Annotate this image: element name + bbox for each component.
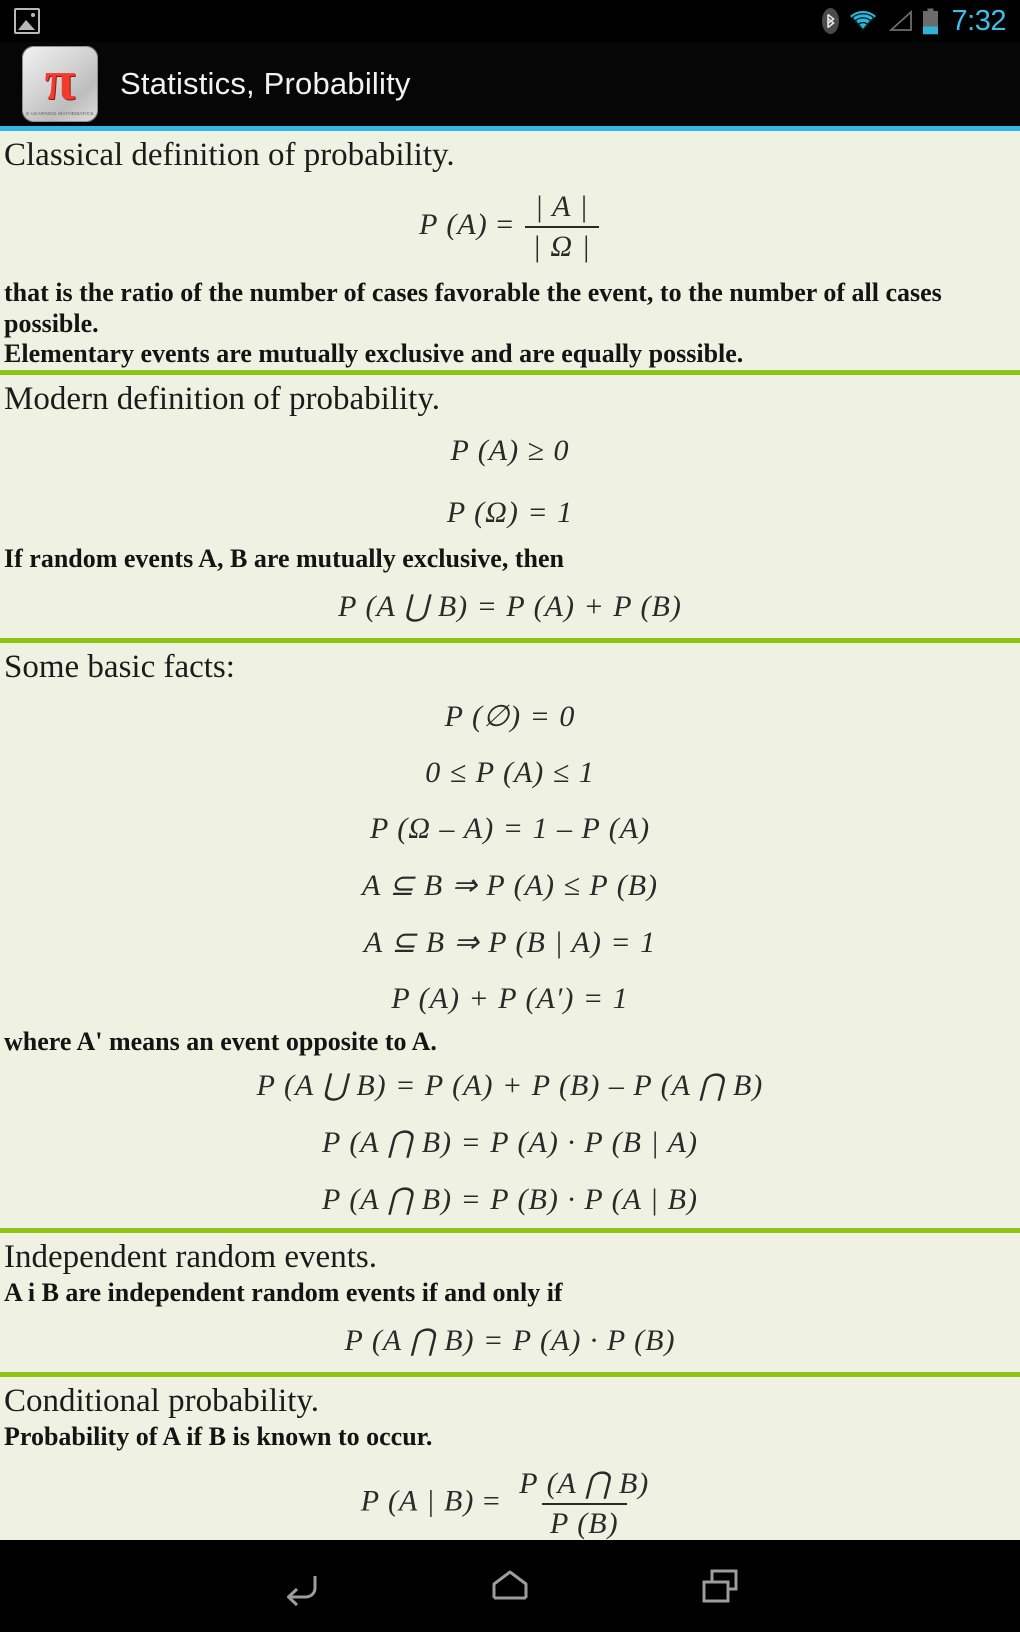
section-title: Modern definition of probability. (4, 380, 440, 417)
paragraph: that is the ratio of the number of cases favorable the event, to the number of all cases possible. (4, 277, 942, 338)
back-arrow-icon (278, 1566, 322, 1606)
section-independent-events (0, 1233, 1020, 1372)
section-title: Classical definition of probability. (4, 137, 455, 173)
formula-classical-probability (0, 176, 1020, 278)
section-title: Conditional probability. (4, 1382, 319, 1419)
pi-glyph: π (44, 50, 76, 113)
fraction-denominator: P (B) (542, 1503, 627, 1541)
formula-lhs: P (A | B) (360, 1484, 475, 1518)
home-button[interactable] (480, 1558, 540, 1614)
formula-multiplication-rule-b: P (A ⋂ B) = P (B) · P (A | B) (322, 1183, 698, 1217)
recent-apps-button[interactable] (690, 1558, 750, 1614)
formula-equals: = (496, 207, 515, 241)
paragraph: Probability of A if B is known to occur. (4, 1421, 433, 1451)
fraction-numerator: P (A ⋂ B) (519, 1467, 650, 1501)
paragraph: A i B are independent random events if and only if (4, 1278, 563, 1308)
section-title: Some basic facts: (4, 648, 235, 685)
fraction-denominator: | Ω | (525, 226, 599, 264)
status-bar-system-icons (822, 5, 1020, 38)
back-button[interactable] (270, 1558, 330, 1614)
status-bar-notifications (0, 8, 40, 34)
fraction (525, 190, 599, 264)
image-icon (14, 8, 40, 34)
formula-monotonicity: A ⊆ B ⇒ P (A) ≤ P (B) (361, 868, 659, 902)
paragraph: If random events A, B are mutually exclusive, then (4, 543, 564, 573)
pi-app-icon[interactable] (22, 46, 98, 122)
bluetooth-icon (822, 8, 839, 34)
app-icon-subtext: E-LEARNING MATHEMATICS (26, 111, 94, 116)
formula-multiplication-rule-a: P (A ⋂ B) = P (A) · P (B | A) (322, 1126, 698, 1160)
section-basic-facts (0, 643, 1020, 1229)
fraction-numerator: | A | (534, 189, 589, 223)
paragraph: where A' means an event opposite to A. (4, 1026, 437, 1056)
formula-empty-set: P (∅) = 0 (444, 699, 576, 733)
status-bar (0, 0, 1020, 42)
section-classical-definition (0, 131, 1020, 370)
action-bar (0, 42, 1020, 126)
section-modern-definition (0, 375, 1020, 638)
formula-inclusion-exclusion: P (A ⋃ B) = P (A) + P (B) – P (A ⋂ B) (256, 1069, 764, 1103)
formula-subset-conditional: A ⊆ B ⇒ P (B | A) = 1 (363, 925, 657, 959)
status-bar-clock: 7:32 (951, 4, 1006, 37)
formula-nonnegative: P (A) ≥ 0 (450, 433, 570, 467)
page-title: Statistics, Probability (120, 66, 411, 101)
formula-complement: P (Ω – A) = 1 – P (A) (369, 811, 651, 845)
section-title: Independent random events. (4, 1239, 377, 1276)
formula-complement-sum: P (A) + P (A′) = 1 (391, 981, 629, 1015)
formula-independence: P (A ⋂ B) = P (A) · P (B) (344, 1323, 676, 1357)
formula-probability-range: 0 ≤ P (A) ≤ 1 (425, 755, 595, 789)
formula-additivity: P (A ⋃ B) = P (A) + P (B) (338, 589, 682, 623)
wifi-icon (848, 9, 878, 33)
formula-equals: = (482, 1484, 501, 1518)
cell-signal-icon (887, 9, 913, 33)
content-scroll-area[interactable] (0, 131, 1020, 1540)
battery-icon (922, 8, 939, 35)
formula-lhs: P (A) (419, 207, 488, 241)
navigation-bar (0, 1540, 1020, 1632)
home-icon (488, 1566, 532, 1606)
fraction (511, 1466, 657, 1541)
recent-apps-icon (698, 1566, 742, 1606)
formula-total-probability: P (Ω) = 1 (446, 495, 574, 529)
paragraph: Elementary events are mutually exclusive and are equally possible. (4, 339, 744, 369)
